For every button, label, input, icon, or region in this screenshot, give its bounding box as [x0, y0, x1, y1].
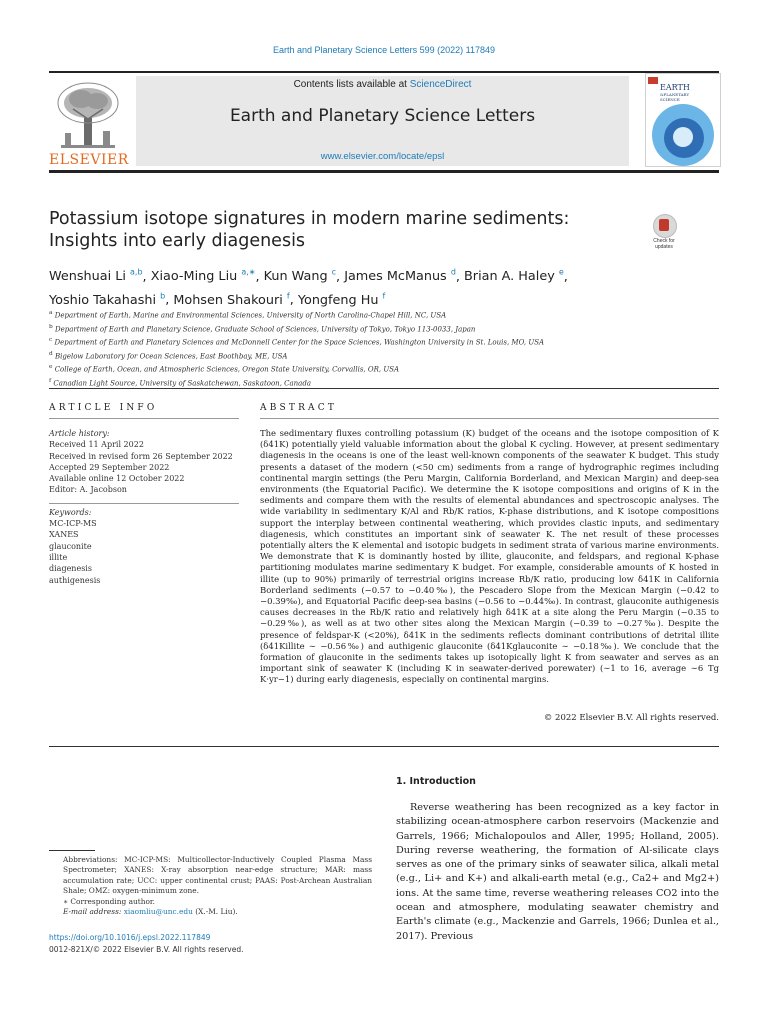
- author[interactable]: Mohsen Shakouri $^f$: [173, 291, 290, 308]
- cover-title-line: EARTH: [660, 83, 690, 92]
- abstract-rule: [260, 418, 719, 419]
- masthead: [49, 71, 719, 173]
- author[interactable]: Kun Wang $^c$: [263, 268, 337, 285]
- cover-title-line: &PLANETARY: [660, 92, 690, 97]
- copyright-notice: © 2022 Elsevier B.V. All rights reserved.: [543, 713, 719, 723]
- tree-icon: [53, 79, 123, 151]
- article-title-line: Potassium isotope signatures in modern marine sediments:: [49, 209, 570, 229]
- affiliation: $^d$ Bigelow Laboratory for Ocean Sciences, East Boothbay, ME, USA: [49, 350, 288, 360]
- author-affiliation-mark[interactable]: f: [382, 291, 386, 301]
- author[interactable]: James McManus $^d$: [344, 268, 456, 285]
- keyword: diagenesis: [49, 564, 92, 574]
- keyword: glauconite: [49, 541, 92, 551]
- email-link[interactable]: xiaomliu@unc.edu: [123, 907, 193, 917]
- check-updates-icon: [653, 214, 677, 238]
- keywords-title: Keywords:: [49, 507, 92, 517]
- cover-art: [673, 127, 693, 147]
- check-updates-label: Check for updates: [653, 238, 675, 250]
- journal-banner: [136, 76, 629, 166]
- keyword: authigenesis: [49, 575, 101, 585]
- affiliation: $^e$ College of Earth, Ocean, and Atmospheric Sciences, Oregon State University, Corvallis, OR, USA: [49, 364, 400, 374]
- keyword: MC-ICP-MS: [49, 519, 97, 529]
- affiliation: $^f$ Canadian Light Source, University of Saskatchewan, Saskatoon, Canada: [49, 377, 312, 387]
- history-item: Received in revised form 26 September 2022: [49, 451, 233, 461]
- author[interactable]: Xiao-Ming Liu $^{a,∗}$: [150, 268, 256, 285]
- section-divider: [49, 388, 719, 389]
- contents-prefix: Contents lists available at: [293, 79, 410, 90]
- introduction-paragraph: Reverse weathering has been recognized as a key factor in stabilizing ocean-atmosphere carbon reservoirs (Mackenzie and Garrels, 1966; Michalopoulos and Aller, 1995; Holland, 2005). During reverse weathering, the formation of Al-silicate clays serves as one of the primary sinks of seawater silica, alkali metal (e.g., Li+ and K+) and alkali-earth metal (e.g., Ca2+ and Mg2+) ions. At the same time, reverse weathering releases CO2 into the ocean and atmosphere, modulating seawater chemistry and Earth's climate (e.g., Mackenzie and Garrels, 1966; Dunlea et al., 2017). Previous: [396, 802, 719, 942]
- footnotes: [49, 855, 372, 917]
- sciencedirect-link[interactable]: ScienceDirect: [409, 79, 472, 90]
- author[interactable]: Wenshuai Li $^{a,b}$: [49, 268, 143, 285]
- author-affiliation-mark[interactable]: a,b: [130, 268, 143, 277]
- corresponding-author-footnote: ∗ Corresponding author.: [63, 896, 155, 906]
- keyword: XANES: [49, 530, 79, 540]
- affiliation: $^c$ Department of Earth and Planetary Sciences and McDonnell Center for the Space Sciences, Washington University in St. Louis, MO, USA: [49, 337, 545, 347]
- journal-citation-link[interactable]: Earth and Planetary Science Letters 599 (2022) 117849: [273, 45, 495, 55]
- affiliation: $^a$ Department of Earth, Marine and Environmental Sciences, University of North Carolina-Chapel Hill, NC, USA: [49, 310, 447, 320]
- abbreviations-footnote: Abbreviations: MC-ICP-MS: Multicollector-Inductively Coupled Plasma Mass Spectrometer; XANES: X-ray absorption near-edge structure; MAR: mass accumulation rate; UCC: upper continental crust; PAAS: Post-Archean Australian Shale; OMZ: oxygen-minimum zone.: [63, 855, 372, 896]
- history-item: Editor: A. Jacobson: [49, 485, 127, 495]
- cover-title-line: SCIENCE: [660, 97, 680, 102]
- author-affiliation-mark[interactable]: e: [558, 268, 564, 277]
- check-for-updates-button[interactable]: [646, 214, 682, 250]
- history-item: Accepted 29 September 2022: [49, 462, 170, 472]
- author-affiliation-mark[interactable]: f: [286, 291, 290, 301]
- author-list: Wenshuai Li $^{a,b}$, Xiao-Ming Liu $^{a,∗}$, Kun Wang $^c$, James McManus $^d$, Brian A. Haley $^e$, Yoshio Takahashi $^b$, Mohsen Shakouri $^f$, Yongfeng Hu $^f$: [49, 268, 568, 308]
- issn-line: 0012-821X/© 2022 Elsevier B.V. All rights reserved.: [49, 945, 244, 954]
- cover-title: [660, 84, 690, 102]
- affiliation: $^b$ Department of Earth and Planetary Science, Graduate School of Sciences, University of Tokyo, Tokyo 113-0033, Japan: [49, 323, 476, 333]
- author[interactable]: Yongfeng Hu $^f$: [297, 291, 386, 308]
- author-affiliation-mark[interactable]: a,∗: [241, 268, 256, 277]
- author[interactable]: Brian A. Haley $^e$: [464, 268, 564, 285]
- journal-cover-thumbnail[interactable]: [645, 73, 721, 167]
- masthead-bottom-rule: [49, 170, 719, 173]
- cover-tab: [648, 77, 658, 84]
- author-affiliation-mark[interactable]: d: [450, 268, 456, 277]
- article-info-column: [49, 428, 239, 586]
- journal-homepage-link[interactable]: www.elsevier.com/locate/epsl: [320, 151, 445, 162]
- section-divider: [49, 746, 719, 747]
- abstract-heading: ABSTRACT: [260, 403, 338, 413]
- author-affiliation-mark[interactable]: b: [160, 291, 166, 301]
- masthead-top-rule: [49, 71, 719, 73]
- journal-name: Earth and Planetary Science Letters: [229, 106, 536, 126]
- author[interactable]: Yoshio Takahashi $^b$: [49, 291, 166, 308]
- author-affiliation-mark[interactable]: c: [331, 268, 337, 277]
- introduction-heading: 1. Introduction: [396, 776, 476, 787]
- info-separator: [49, 503, 239, 504]
- doi-link[interactable]: https://doi.org/10.1016/j.epsl.2022.117849: [49, 933, 211, 942]
- introduction-body: [396, 801, 719, 944]
- article-title: [49, 208, 619, 252]
- history-item: Available online 12 October 2022: [49, 474, 185, 484]
- history-title: Article history:: [49, 429, 110, 438]
- contents-line: [136, 79, 629, 90]
- article-info-rule: [49, 418, 239, 419]
- elsevier-logo[interactable]: [49, 79, 129, 168]
- history-item: Received 11 April 2022: [49, 440, 144, 450]
- abstract-body: [260, 428, 719, 686]
- email-footnote: E-mail address: xiaomliu@unc.edu (X.-M. Liu).: [63, 907, 238, 917]
- article-info-heading: ARTICLE INFO: [49, 403, 158, 413]
- keyword: illite: [49, 552, 68, 562]
- affiliation-list: [49, 308, 719, 389]
- footnote-rule: [49, 850, 95, 851]
- elsevier-wordmark: ELSEVIER: [49, 152, 129, 168]
- abstract-paragraph: The sedimentary fluxes controlling potassium (K) budget of the oceans and the isotope composition of K (δ41K) potentially yield valuable information about the global K cycling. However, at present sedimentary diagenesis in the oceans is one of the least well-known components of the seawater K budget. This study presents a dataset of the modern (<50 cm) sediments from a range of hydrographic regimes including continental margin settings (the Peru Margin, California Borderland, and Mexican Margin) and deep-sea environments (the Equatorial Pacific). We determine the K isotope compositions and origins of K in the sediments and compare them with the results of elemental abundances and spectroscopic analyses. The wide variability in sedimentary K/Al and Rb/K ratios, K-phase distributions, and K isotope compositions support the interplay between continental weathering, which provides clastic inputs, and sedimentary diagenesis, which constitutes an important sink of seawater K. The net result of these processes potentially alters the K elemental and isotopic budgets in sediment strata of various marine environments. We demonstrate that K is dominantly hosted by illite, glauconite, and feldspars, and regional K-phase partitioning modulates marine sedimentary K budget. For example, considerable amounts of K hosted in illite (up to 90%) primarily of terrestrial origins increase Rb/K ratio, producing low δ41K in California Borderland sediments (−0.57 to −0.40‰), the Pescadero Slope from the Mexican Margin (−0.42 to −0.39‰), and Equatorial Pacific deep-sea basins (−0.56 to −0.44‰). In contrast, glauconite authigenesis causes decreases in the Rb/K ratio and relatively high δ41K at a site along the Peru Margin (−0.35 to −0.29‰), as well as at two other sites along the Mexican Margin (−0.39 to −0.27‰). Despite the presence of feldspar-K (<20%), δ41K in the sediments reflects dominant contributions of detrital illite (δ41Killite ∼ −0.56‰) and authigenic glauconite (δ41Kglauconite ∼ −0.18‰). We conclude that the formation of glauconite in the sediments takes up isotopically light K from seawater and serves as an important sink of seawater K (including K in seawater-derived porewater) (∼1 to 16, average ∼6 Tg K·yr−1) during early diagenesis, especially on continental margins.: [260, 428, 719, 685]
- article-title-line: Insights into early diagenesis: [49, 231, 306, 251]
